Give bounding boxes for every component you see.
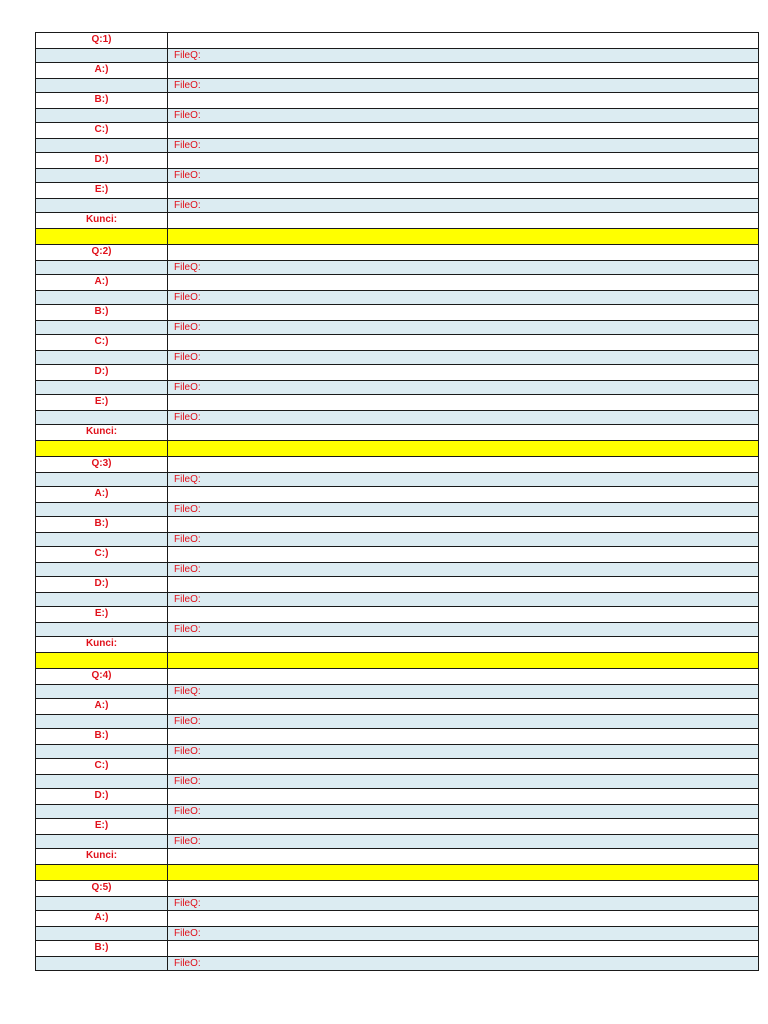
content-cell[interactable] — [168, 637, 759, 653]
file-cell[interactable]: FileO: — [168, 411, 759, 425]
option-row — [36, 517, 759, 533]
option-file-row — [36, 715, 759, 729]
answer-key-highlight-row — [36, 441, 759, 457]
file-cell[interactable]: FileO: — [168, 169, 759, 183]
label-cell[interactable]: B:) — [36, 517, 168, 533]
option-file-row — [36, 927, 759, 941]
question-row — [36, 33, 759, 49]
label-cell[interactable]: A:) — [36, 63, 168, 79]
content-cell[interactable] — [168, 275, 759, 291]
file-cell[interactable]: FileQ: — [168, 473, 759, 487]
content-cell[interactable] — [168, 881, 759, 897]
option-file-row — [36, 321, 759, 335]
content-cell[interactable] — [168, 517, 759, 533]
empty-cell[interactable] — [36, 835, 168, 849]
option-row — [36, 607, 759, 623]
empty-cell[interactable] — [36, 715, 168, 729]
content-cell[interactable] — [168, 425, 759, 441]
content-cell[interactable] — [168, 819, 759, 835]
option-row — [36, 395, 759, 411]
file-cell[interactable]: FileO: — [168, 745, 759, 759]
empty-cell[interactable] — [36, 897, 168, 911]
content-cell[interactable] — [168, 547, 759, 563]
option-file-row — [36, 199, 759, 213]
file-cell[interactable]: FileQ: — [168, 897, 759, 911]
question-row — [36, 881, 759, 897]
answer-key-row — [36, 425, 759, 441]
label-cell[interactable]: A:) — [36, 275, 168, 291]
empty-cell[interactable] — [36, 321, 168, 335]
content-cell[interactable] — [168, 849, 759, 865]
empty-cell[interactable] — [36, 381, 168, 395]
option-file-row — [36, 411, 759, 425]
file-cell[interactable]: FileO: — [168, 805, 759, 819]
option-file-row — [36, 775, 759, 789]
label-cell[interactable]: D:) — [36, 365, 168, 381]
file-cell[interactable]: FileO: — [168, 321, 759, 335]
label-cell[interactable]: E:) — [36, 607, 168, 623]
option-row — [36, 941, 759, 957]
file-cell[interactable]: FileO: — [168, 563, 759, 577]
question-row — [36, 669, 759, 685]
empty-cell[interactable] — [36, 441, 168, 457]
option-file-row — [36, 291, 759, 305]
empty-cell[interactable] — [36, 775, 168, 789]
content-cell[interactable] — [168, 789, 759, 805]
question-file-row — [36, 261, 759, 275]
empty-cell[interactable] — [36, 685, 168, 699]
content-cell[interactable] — [168, 653, 759, 669]
file-cell[interactable]: FileO: — [168, 593, 759, 607]
empty-cell[interactable] — [36, 473, 168, 487]
label-cell[interactable]: B:) — [36, 93, 168, 109]
label-cell[interactable]: Kunci: — [36, 213, 168, 229]
label-cell[interactable]: D:) — [36, 789, 168, 805]
empty-cell[interactable] — [36, 109, 168, 123]
empty-cell[interactable] — [36, 927, 168, 941]
option-row — [36, 183, 759, 199]
sheet-body — [36, 33, 759, 971]
question-file-row — [36, 49, 759, 63]
option-file-row — [36, 835, 759, 849]
empty-cell[interactable] — [36, 139, 168, 153]
content-cell[interactable] — [168, 607, 759, 623]
option-file-row — [36, 805, 759, 819]
option-row — [36, 911, 759, 927]
answer-key-highlight-row — [36, 229, 759, 245]
option-row — [36, 335, 759, 351]
content-cell[interactable] — [168, 153, 759, 169]
label-cell[interactable]: A:) — [36, 911, 168, 927]
option-file-row — [36, 503, 759, 517]
content-cell[interactable] — [168, 93, 759, 109]
content-cell[interactable] — [168, 577, 759, 593]
option-row — [36, 577, 759, 593]
content-cell[interactable] — [168, 395, 759, 411]
label-cell[interactable]: Kunci: — [36, 425, 168, 441]
answer-key-highlight-row — [36, 865, 759, 881]
label-cell[interactable]: E:) — [36, 395, 168, 411]
label-cell[interactable]: Q:5) — [36, 881, 168, 897]
label-cell[interactable]: Q:3) — [36, 457, 168, 473]
empty-cell[interactable] — [36, 351, 168, 365]
file-cell[interactable]: FileQ: — [168, 685, 759, 699]
label-cell[interactable]: C:) — [36, 759, 168, 775]
option-row — [36, 63, 759, 79]
option-file-row — [36, 533, 759, 547]
option-file-row — [36, 563, 759, 577]
content-cell[interactable] — [168, 365, 759, 381]
file-cell[interactable]: FileO: — [168, 351, 759, 365]
label-cell[interactable]: Q:4) — [36, 669, 168, 685]
label-cell[interactable]: Q:2) — [36, 245, 168, 261]
file-cell[interactable]: FileO: — [168, 109, 759, 123]
option-file-row — [36, 79, 759, 93]
label-cell[interactable]: Kunci: — [36, 849, 168, 865]
file-cell[interactable]: FileO: — [168, 775, 759, 789]
content-cell[interactable] — [168, 63, 759, 79]
label-cell[interactable]: D:) — [36, 577, 168, 593]
empty-cell[interactable] — [36, 865, 168, 881]
option-row — [36, 365, 759, 381]
option-file-row — [36, 745, 759, 759]
option-row — [36, 93, 759, 109]
content-cell[interactable] — [168, 457, 759, 473]
empty-cell[interactable] — [36, 169, 168, 183]
answer-key-row — [36, 849, 759, 865]
label-cell[interactable]: C:) — [36, 547, 168, 563]
label-cell[interactable]: C:) — [36, 123, 168, 139]
content-cell[interactable] — [168, 911, 759, 927]
empty-cell[interactable] — [36, 563, 168, 577]
content-cell[interactable] — [168, 213, 759, 229]
question-file-row — [36, 685, 759, 699]
file-cell[interactable]: FileO: — [168, 199, 759, 213]
label-cell[interactable]: Kunci: — [36, 637, 168, 653]
content-cell[interactable] — [168, 669, 759, 685]
content-cell[interactable] — [168, 729, 759, 745]
content-cell[interactable] — [168, 865, 759, 881]
option-row — [36, 547, 759, 563]
content-cell[interactable] — [168, 245, 759, 261]
option-row — [36, 789, 759, 805]
answer-key-row — [36, 637, 759, 653]
label-cell[interactable]: D:) — [36, 153, 168, 169]
empty-cell[interactable] — [36, 805, 168, 819]
file-cell[interactable]: FileO: — [168, 623, 759, 637]
file-cell[interactable]: FileO: — [168, 139, 759, 153]
option-row — [36, 819, 759, 835]
content-cell[interactable] — [168, 759, 759, 775]
content-cell[interactable] — [168, 33, 759, 49]
content-cell[interactable] — [168, 441, 759, 457]
content-cell[interactable] — [168, 699, 759, 715]
label-cell[interactable]: C:) — [36, 335, 168, 351]
file-cell[interactable]: FileO: — [168, 291, 759, 305]
option-row — [36, 305, 759, 321]
file-cell[interactable]: FileO: — [168, 715, 759, 729]
file-cell[interactable]: FileO: — [168, 835, 759, 849]
empty-cell[interactable] — [36, 79, 168, 93]
option-row — [36, 487, 759, 503]
content-cell[interactable] — [168, 941, 759, 957]
question-sheet — [35, 32, 759, 971]
label-cell[interactable]: A:) — [36, 699, 168, 715]
empty-cell[interactable] — [36, 261, 168, 275]
empty-cell[interactable] — [36, 745, 168, 759]
label-cell[interactable]: Q:1) — [36, 33, 168, 49]
content-cell[interactable] — [168, 487, 759, 503]
label-cell[interactable]: E:) — [36, 819, 168, 835]
empty-cell[interactable] — [36, 199, 168, 213]
option-row — [36, 759, 759, 775]
file-cell[interactable]: FileO: — [168, 927, 759, 941]
content-cell[interactable] — [168, 229, 759, 245]
label-cell[interactable]: E:) — [36, 183, 168, 199]
empty-cell[interactable] — [36, 291, 168, 305]
option-row — [36, 699, 759, 715]
question-file-row — [36, 897, 759, 911]
content-cell[interactable] — [168, 123, 759, 139]
empty-cell[interactable] — [36, 533, 168, 547]
file-cell[interactable]: FileO: — [168, 957, 759, 971]
option-row — [36, 729, 759, 745]
option-file-row — [36, 169, 759, 183]
answer-key-highlight-row — [36, 653, 759, 669]
file-cell[interactable]: FileO: — [168, 381, 759, 395]
option-file-row — [36, 351, 759, 365]
option-file-row — [36, 109, 759, 123]
option-file-row — [36, 957, 759, 971]
content-cell[interactable] — [168, 335, 759, 351]
label-cell[interactable]: A:) — [36, 487, 168, 503]
file-cell[interactable]: FileO: — [168, 533, 759, 547]
empty-cell[interactable] — [36, 623, 168, 637]
file-cell[interactable]: FileO: — [168, 503, 759, 517]
option-file-row — [36, 381, 759, 395]
option-row — [36, 275, 759, 291]
file-cell[interactable]: FileO: — [168, 79, 759, 93]
empty-cell[interactable] — [36, 593, 168, 607]
option-row — [36, 153, 759, 169]
option-row — [36, 123, 759, 139]
answer-key-row — [36, 213, 759, 229]
label-cell[interactable]: B:) — [36, 305, 168, 321]
empty-cell[interactable] — [36, 653, 168, 669]
question-row — [36, 245, 759, 261]
label-cell[interactable]: B:) — [36, 941, 168, 957]
empty-cell[interactable] — [36, 957, 168, 971]
empty-cell[interactable] — [36, 49, 168, 63]
empty-cell[interactable] — [36, 411, 168, 425]
option-file-row — [36, 593, 759, 607]
empty-cell[interactable] — [36, 229, 168, 245]
question-file-row — [36, 473, 759, 487]
empty-cell[interactable] — [36, 503, 168, 517]
file-cell[interactable]: FileQ: — [168, 261, 759, 275]
option-file-row — [36, 139, 759, 153]
option-file-row — [36, 623, 759, 637]
content-cell[interactable] — [168, 305, 759, 321]
label-cell[interactable]: B:) — [36, 729, 168, 745]
file-cell[interactable]: FileQ: — [168, 49, 759, 63]
content-cell[interactable] — [168, 183, 759, 199]
question-row — [36, 457, 759, 473]
